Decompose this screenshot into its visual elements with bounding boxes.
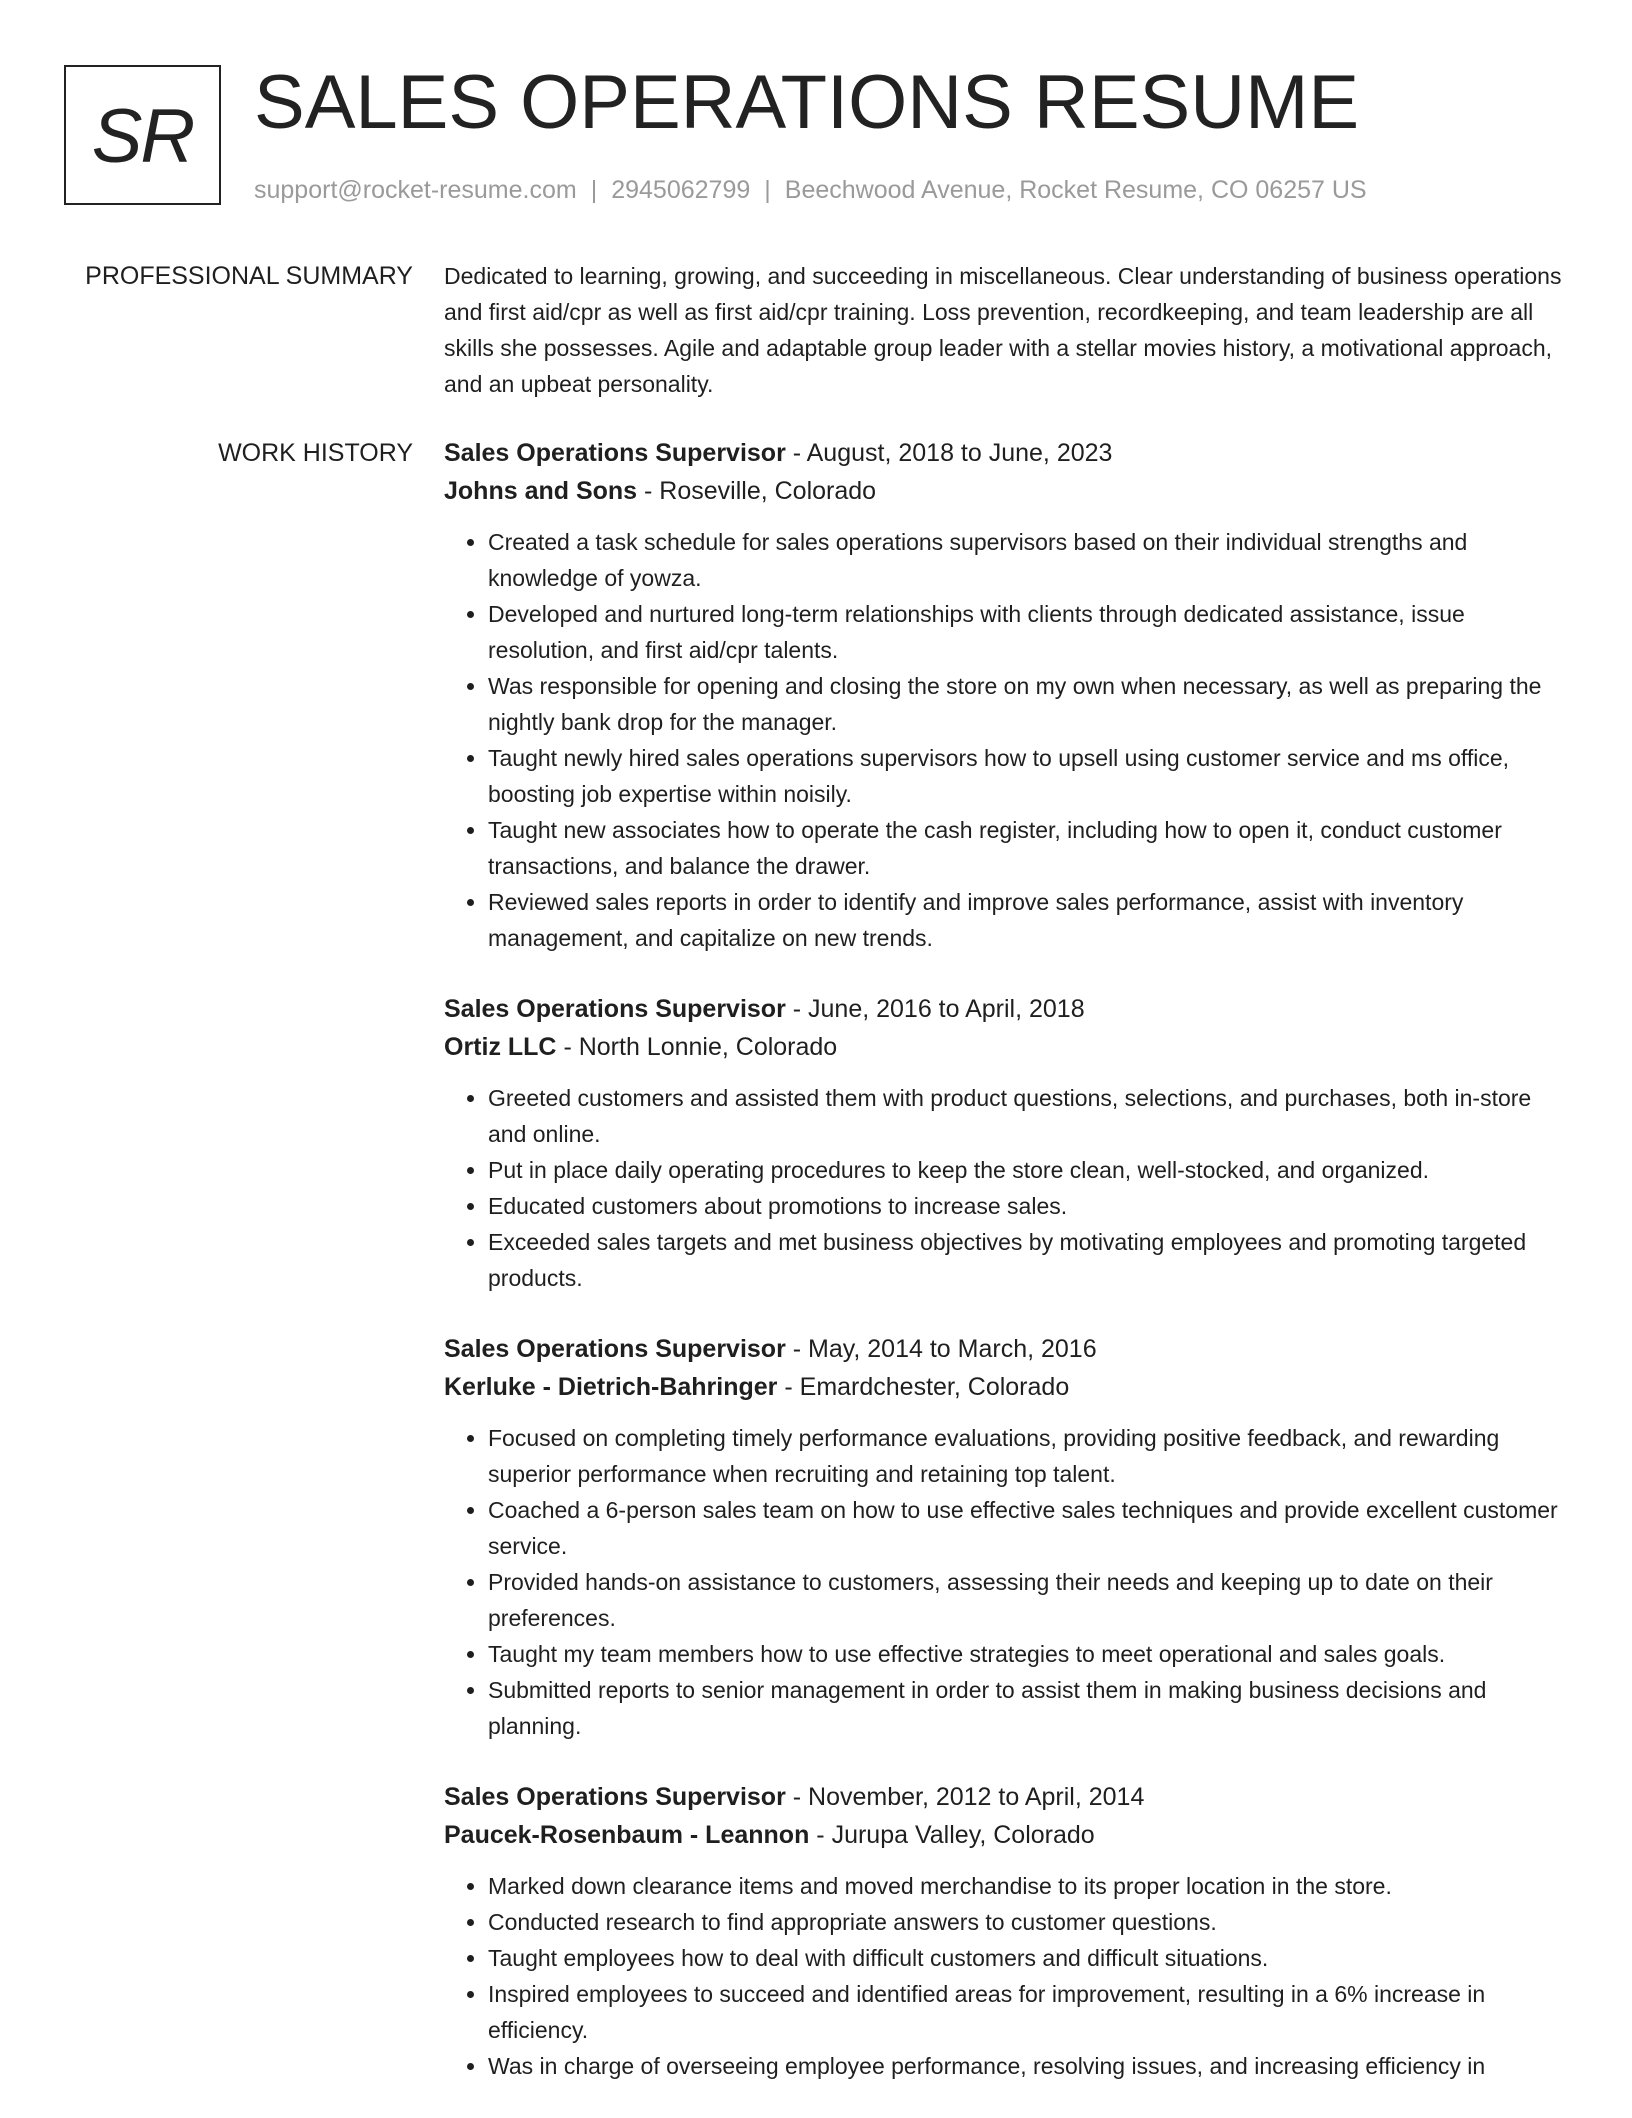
job-title: Sales Operations Supervisor [444,439,786,467]
job-entry [444,1778,1564,2084]
job-bullet-list [444,1080,1564,1296]
job-title: Sales Operations Supervisor [444,995,786,1023]
job-bullet: • Taught employees how to deal with difficult customers and difficult situations. [488,1940,1564,1976]
job-entry [444,434,1564,956]
job-bullet: • Taught my team members how to use effective strategies to meet operational and sales goals. [488,1636,1564,1672]
job-title-line [444,1330,1564,1368]
job-bullet: • Inspired employees to succeed and identified areas for improvement, resulting in a 6% increase in efficiency. [488,1976,1564,2048]
contact-line [254,175,1367,205]
job-bullet: • Was responsible for opening and closing the store on my own when necessary, as well as preparing the nightly bank drop for the manager. [488,668,1564,740]
job-bullet: • Greeted customers and assisted them with product questions, selections, and purchases, both in-store and online. [488,1080,1564,1152]
job-title: Sales Operations Supervisor [444,1335,786,1363]
job-bullet: • Conducted research to find appropriate answers to customer questions. [488,1904,1564,1940]
job-bullet-list [444,1420,1564,1744]
job-bullet: • Educated customers about promotions to increase sales. [488,1188,1564,1224]
job-location: - Emardchester, Colorado [777,1373,1070,1401]
job-bullet: • Put in place daily operating procedures to keep the store clean, well-stocked, and organized. [488,1152,1564,1188]
job-title-line [444,434,1564,472]
resume-title: SALES OPERATIONS RESUME [254,60,1360,145]
job-title-line [444,990,1564,1028]
resume-header [64,60,1584,210]
job-location: - Roseville, Colorado [637,477,877,505]
job-entry [444,1330,1564,1744]
job-company-line [444,1368,1564,1406]
job-entry [444,990,1564,1296]
summary-body [444,258,1564,402]
monogram-initials: SR [91,94,194,179]
job-location: - North Lonnie, Colorado [556,1033,838,1061]
job-dates: - May, 2014 to March, 2016 [785,1335,1097,1363]
job-bullet: • Created a task schedule for sales operations supervisors based on their individual strengths and knowledge of yowza. [488,524,1564,596]
job-company-line [444,1028,1564,1066]
contact-separator: | [590,176,598,204]
job-bullet-list [444,524,1564,956]
job-bullet: • Focused on completing timely performance evaluations, providing positive feedback, and rewarding superior performance when recruiting and retaining top talent. [488,1420,1564,1492]
job-company: Kerluke - Dietrich-Bahringer [444,1373,778,1401]
job-company: Ortiz LLC [444,1033,557,1061]
job-location: - Jurupa Valley, Colorado [809,1821,1095,1849]
job-bullet: • Developed and nurtured long-term relationships with clients through dedicated assistance, issue resolution, and first aid/cpr talents. [488,596,1564,668]
job-title-line [444,1778,1564,1816]
job-bullet: • Taught newly hired sales operations supervisors how to upsell using customer service and ms office, boosting job expertise within noisily. [488,740,1564,812]
contact-separator: | [764,176,771,204]
summary-heading: PROFESSIONAL SUMMARY [85,262,413,290]
contact-email: support@rocket-resume.com [254,176,577,204]
job-dates: - November, 2012 to April, 2014 [785,1783,1145,1811]
job-bullet: • Exceeded sales targets and met business objectives by motivating employees and promoting targeted products. [488,1224,1564,1296]
job-bullet: • Marked down clearance items and moved merchandise to its proper location in the store. [488,1868,1564,1904]
job-bullet: • Taught new associates how to operate the cash register, including how to open it, conduct customer transactions, and balance the drawer. [488,812,1564,884]
job-company: Paucek-Rosenbaum - Leannon [444,1821,810,1849]
job-bullet: • Coached a 6-person sales team on how to use effective sales techniques and provide excellent customer service. [488,1492,1564,1564]
contact-phone: 2945062799 [611,176,751,204]
job-bullet: • Provided hands-on assistance to customers, assessing their needs and keeping up to date on their preferences. [488,1564,1564,1636]
job-company-line [444,1816,1564,1854]
job-dates: - August, 2018 to June, 2023 [785,439,1113,467]
job-company-line [444,472,1564,510]
job-bullet: • Was in charge of overseeing employee performance, resolving issues, and increasing efficiency in [488,2048,1564,2084]
job-dates: - June, 2016 to April, 2018 [785,995,1085,1023]
contact-address: Beechwood Avenue, Rocket Resume, CO 06257 US [784,176,1367,204]
monogram-logo [64,65,221,205]
job-title: Sales Operations Supervisor [444,1783,786,1811]
job-bullet: • Submitted reports to senior management in order to assist them in making business decisions and planning. [488,1672,1564,1744]
work-history-heading: WORK HISTORY [218,439,413,467]
job-bullet-list [444,1868,1564,2084]
work-history-body [444,434,1564,2118]
summary-text: Dedicated to learning, growing, and succeeding in miscellaneous. Clear understanding of business operations and first aid/cpr as well as first aid/cpr training. Loss prevention, recordkeeping, and team leadership are all skills she possesses. Agile and adaptable group leader with a stellar movies history, a motivational approach, and an upbeat personality. [444,263,1562,397]
job-bullet: • Reviewed sales reports in order to identify and improve sales performance, assist with inventory management, and capitalize on new trends. [488,884,1564,956]
job-company: Johns and Sons [444,477,638,505]
